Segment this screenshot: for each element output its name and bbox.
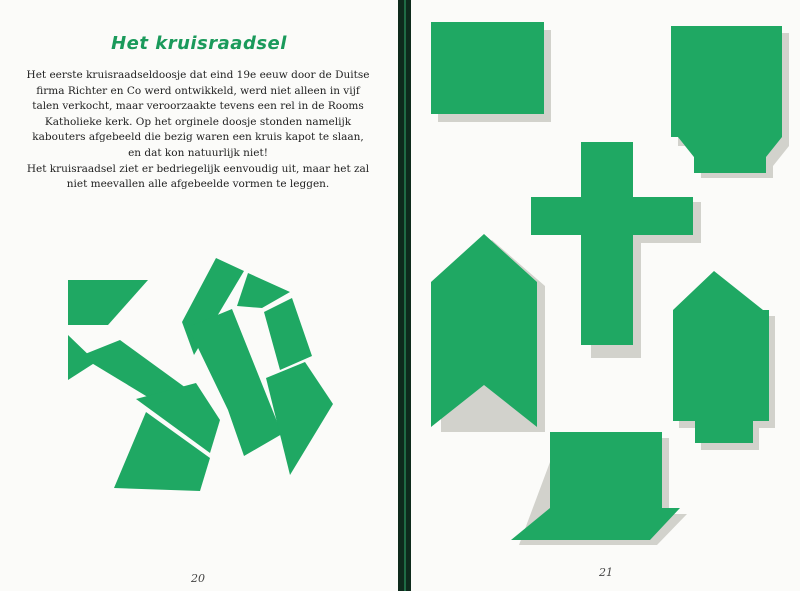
puzzle-piece	[68, 280, 148, 325]
puzzle-piece	[266, 362, 333, 475]
spine-line	[404, 0, 406, 591]
text-line: firma Richter en Co werd ontwikkeld, werd niet alleen in vijf	[36, 84, 360, 97]
page-number: 20	[191, 572, 205, 585]
right-page	[411, 0, 800, 591]
text-line: Katholieke kerk. Op het orginele doosje stonden namelijk	[44, 115, 352, 128]
text-line: kabouters afgebeeld die bezig waren een kruis kapot te slaan,	[32, 131, 364, 144]
text-line: en dat kon natuurlijk niet!	[128, 146, 268, 159]
shapes	[431, 22, 782, 540]
text-line: Het kruisraadsel ziet er bedriegelijk eenvoudig uit, maar het zal	[26, 162, 370, 175]
exploded-cross-puzzle	[0, 0, 398, 591]
cross-shape	[531, 142, 693, 345]
house-shape	[673, 271, 769, 443]
text-line: Het eerste kruisraadseldoosje dat eind 19e eeuw door de Duitse	[26, 69, 370, 81]
text-line: talen verkocht, maar veroorzaakte tevens een rel in de Rooms	[32, 100, 364, 113]
shield-shape	[671, 26, 782, 173]
left-page	[0, 0, 398, 591]
shape-gallery	[411, 0, 800, 591]
text-line: niet meevallen alle afgebeelde vormen te leggen.	[66, 178, 330, 191]
hat-shape	[511, 432, 680, 540]
page-number: 21	[599, 566, 613, 579]
puzzle-piece	[264, 298, 312, 370]
puzzle-piece	[237, 273, 290, 308]
rectangle-shape	[431, 22, 544, 114]
page-title: Het kruisraadsel	[111, 33, 287, 54]
